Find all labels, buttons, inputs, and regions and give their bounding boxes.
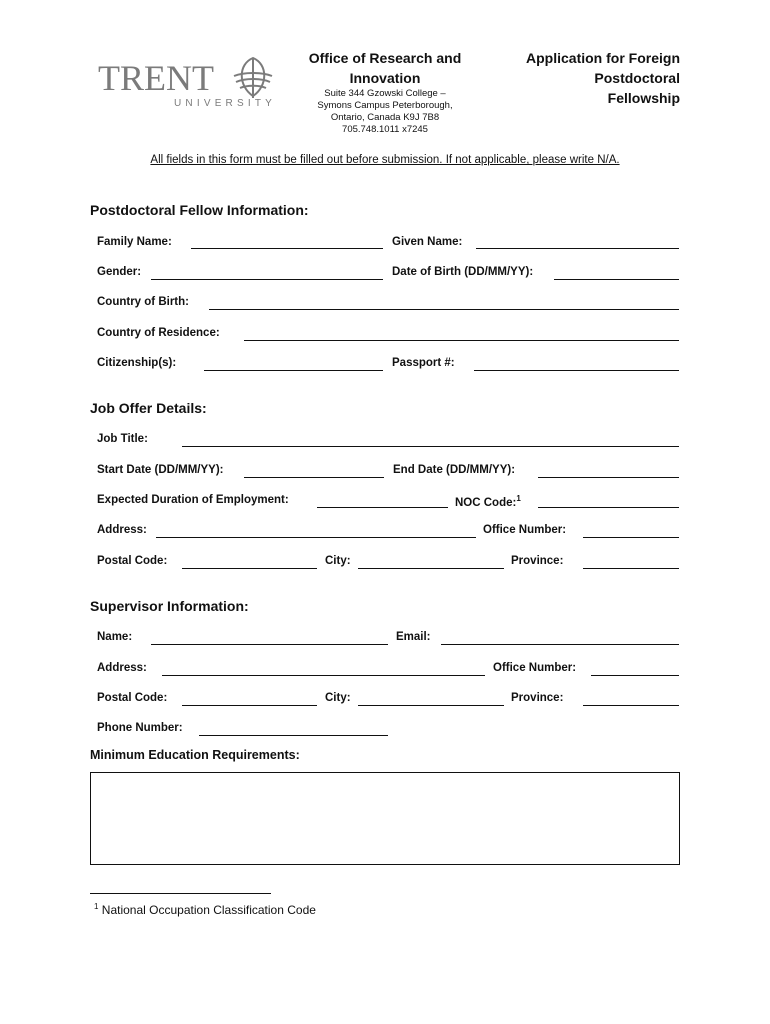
application-title [500, 48, 680, 108]
supervisor-name-field[interactable] [151, 644, 388, 645]
office-address [300, 88, 470, 136]
date-of-birth-label: Date of Birth (DD/MM/YY): [392, 266, 534, 278]
gender-label: Gender: [97, 266, 142, 278]
job-address-field[interactable] [156, 537, 476, 538]
job-province-field[interactable] [583, 568, 679, 569]
supervisor-address-label: Address: [97, 662, 147, 674]
trent-university-logo [96, 56, 278, 114]
footnote-ref: 1 [516, 494, 521, 503]
start-date-field[interactable] [244, 477, 384, 478]
section-heading-job: Job Offer Details: [90, 400, 207, 416]
supervisor-city-field[interactable] [358, 705, 504, 706]
duration-field[interactable] [317, 507, 448, 508]
section-heading-fellow: Postdoctoral Fellow Information: [90, 202, 309, 218]
job-office-number-label: Office Number: [483, 524, 567, 536]
supervisor-postal-code-field[interactable] [182, 705, 317, 706]
job-city-label: City: [325, 555, 351, 567]
duration-label: Expected Duration of Employment: [97, 494, 289, 506]
office-title: Office of Research and Innovation [308, 50, 462, 86]
office-address-line: Symons Campus Peterborough, [317, 100, 453, 111]
country-of-residence-label: Country of Residence: [97, 327, 220, 339]
supervisor-email-field[interactable] [441, 644, 679, 645]
family-name-field[interactable] [191, 248, 383, 249]
noc-code-text: NOC Code: [455, 496, 517, 509]
supervisor-office-number-label: Office Number: [493, 662, 577, 674]
job-city-field[interactable] [358, 568, 504, 569]
office-address-line: Ontario, Canada K9J 7B8 [330, 112, 440, 123]
end-date-field[interactable] [538, 477, 679, 478]
gender-field[interactable] [151, 279, 383, 280]
supervisor-phone-field[interactable] [199, 735, 388, 736]
section-heading-education: Minimum Education Requirements: [90, 748, 300, 762]
end-date-label: End Date (DD/MM/YY): [393, 464, 516, 476]
start-date-label: Start Date (DD/MM/YY): [97, 464, 224, 476]
application-title-line: Postdoctoral [594, 70, 680, 86]
given-name-field[interactable] [476, 248, 679, 249]
supervisor-province-field[interactable] [583, 705, 679, 706]
supervisor-email-label: Email: [396, 631, 431, 643]
passport-field[interactable] [474, 370, 679, 371]
footnote-mark: 1 [94, 902, 99, 911]
job-postal-code-field[interactable] [182, 568, 317, 569]
passport-label: Passport #: [392, 357, 455, 369]
supervisor-office-number-field[interactable] [591, 675, 679, 676]
supervisor-name-label: Name: [97, 631, 133, 643]
country-of-birth-label: Country of Birth: [97, 296, 189, 308]
supervisor-phone-label: Phone Number: [97, 722, 183, 734]
given-name-label: Given Name: [392, 236, 463, 248]
section-heading-supervisor: Supervisor Information: [90, 598, 249, 614]
job-office-number-field[interactable] [583, 537, 679, 538]
footnote-divider [90, 893, 271, 894]
noc-code-field[interactable] [538, 507, 679, 508]
supervisor-city-label: City: [325, 692, 351, 704]
job-province-label: Province: [511, 555, 564, 567]
trent-logo-icon [230, 56, 276, 100]
supervisor-address-field[interactable] [162, 675, 485, 676]
supervisor-province-label: Province: [511, 692, 564, 704]
country-of-birth-field[interactable] [209, 309, 679, 310]
job-address-label: Address: [97, 524, 147, 536]
footnote-text: National Occupation Classification Code [101, 903, 316, 917]
application-title-line: Application for Foreign [526, 50, 680, 66]
logo-subtitle: UNIVERSITY [174, 98, 277, 109]
education-requirements-textarea[interactable] [90, 772, 680, 865]
noc-code-label [455, 494, 521, 509]
application-title-line: Fellowship [607, 90, 680, 106]
job-title-field[interactable] [182, 446, 679, 447]
citizenship-label: Citizenship(s): [97, 357, 177, 369]
logo-wordmark: TRENT [98, 58, 214, 98]
job-postal-code-label: Postal Code: [97, 555, 168, 567]
footnote [94, 902, 316, 917]
form-notice: All fields in this form must be filled out before submission. If not applicable, please write N/A. [150, 154, 620, 166]
job-title-label: Job Title: [97, 433, 148, 445]
country-of-residence-field[interactable] [244, 340, 679, 341]
family-name-label: Family Name: [97, 236, 172, 248]
date-of-birth-field[interactable] [554, 279, 679, 280]
office-address-line: Suite 344 Gzowski College – [324, 88, 446, 99]
office-phone: 705.748.1011 x7245 [342, 124, 428, 135]
citizenship-field[interactable] [204, 370, 383, 371]
supervisor-postal-code-label: Postal Code: [97, 692, 168, 704]
